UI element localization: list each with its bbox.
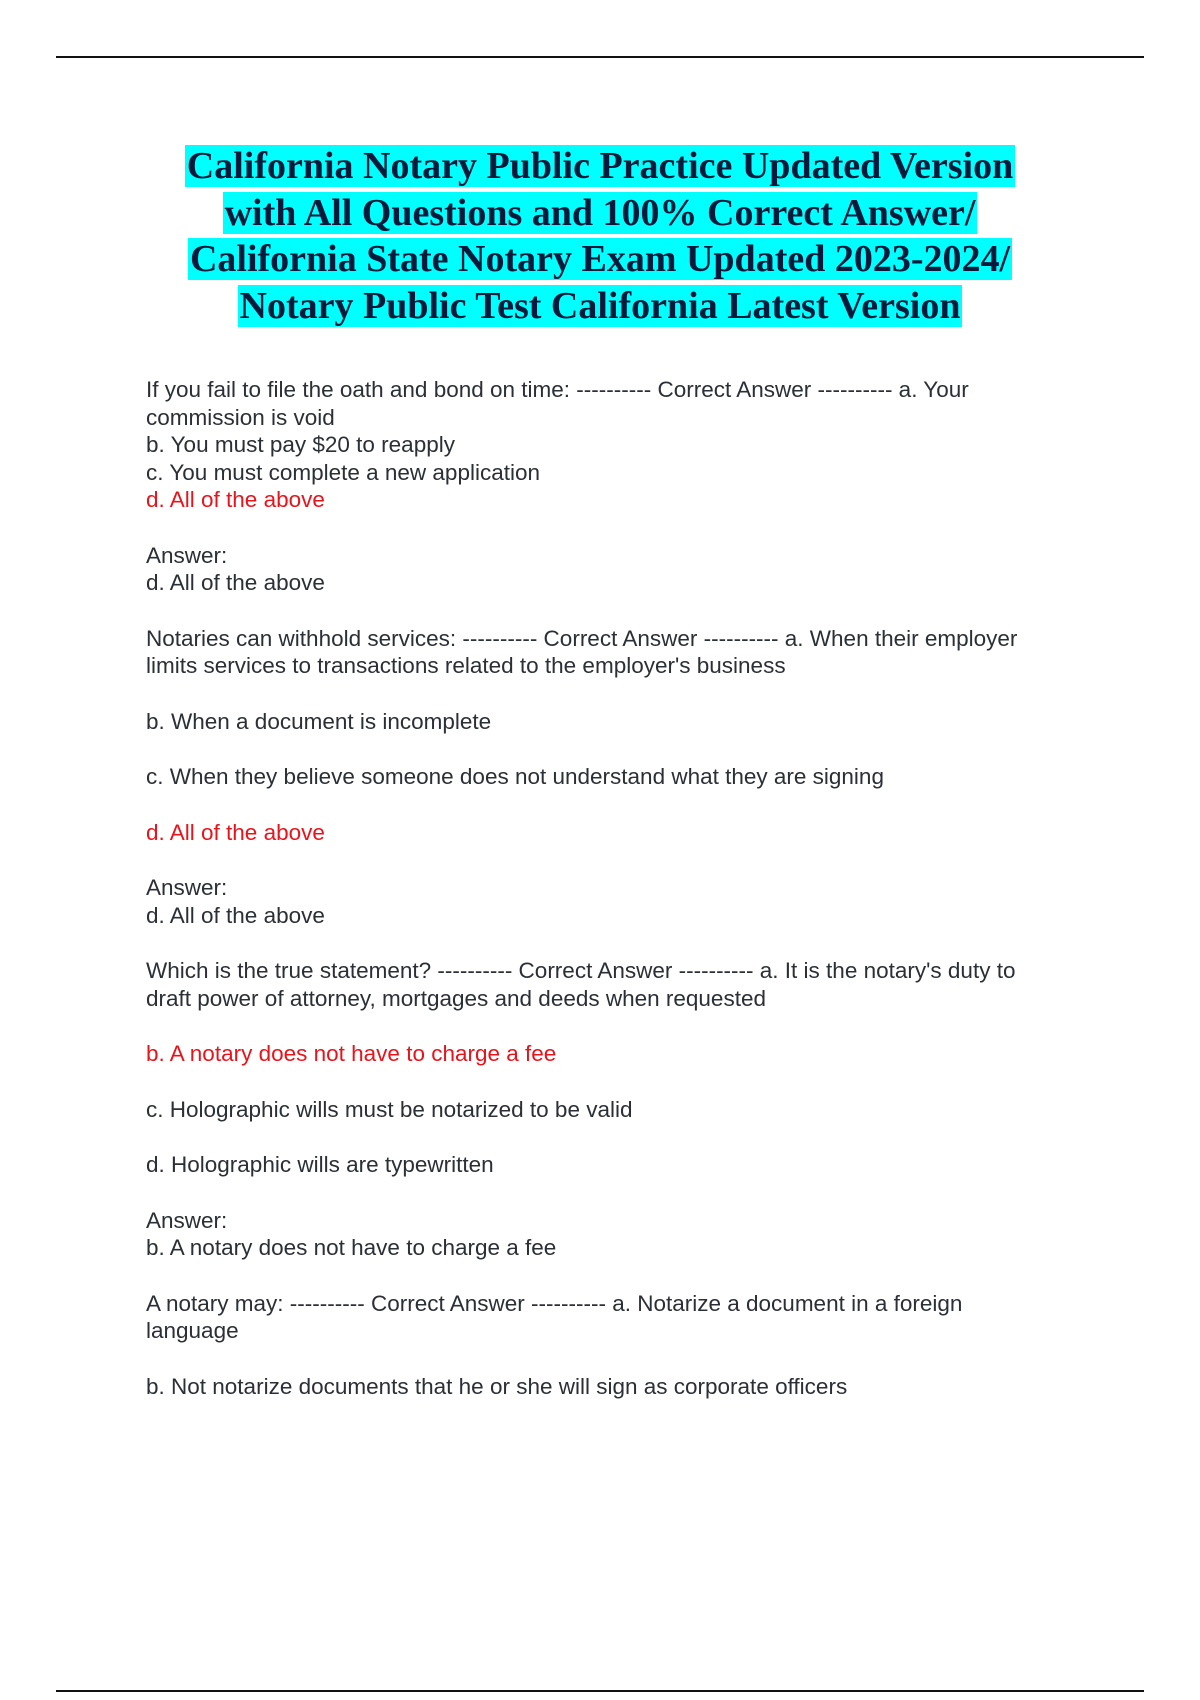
question-stem: limits services to transactions related to the employer's business — [146, 653, 786, 678]
option-c: c. Holographic wills must be notarized to be valid — [146, 1096, 633, 1122]
answer-label: Answer: — [146, 542, 228, 568]
question-block — [146, 625, 1096, 930]
title-line: California Notary Public Practice Updated Version — [186, 145, 1014, 187]
answer-text: b. A notary does not have to charge a fee — [146, 1235, 557, 1260]
correct-option: b. A notary does not have to charge a fee — [146, 1041, 557, 1066]
question-list — [146, 376, 1096, 1400]
bottom-rule — [56, 1690, 1144, 1692]
option-b: b. Not notarize documents that he or she will sign as corporate officers — [146, 1373, 848, 1399]
title-line: Notary Public Test California Latest Version — [239, 284, 961, 327]
answer-label: Answer: — [146, 1207, 228, 1233]
answer-label: Answer: — [146, 875, 228, 900]
option-b: b. You must pay $20 to reapply — [146, 432, 455, 457]
question-stem: Which is the true statement? ---------- Correct Answer ---------- a. It is the notary's duty to — [146, 958, 1016, 983]
question-stem: Notaries can withhold services: ---------- Correct Answer ---------- a. When their employer — [146, 625, 1018, 651]
title-line: with All Questions and 100% Correct Answer/ — [224, 191, 976, 234]
answer-text: d. All of the above — [146, 902, 325, 928]
question-block — [146, 376, 1096, 597]
correct-option: d. All of the above — [146, 487, 325, 512]
option-c: c. When they believe someone does not understand what they are signing — [146, 764, 884, 789]
question-stem: language — [146, 1318, 239, 1343]
question-stem: commission is void — [146, 404, 335, 430]
option-b: b. When a document is incomplete — [146, 708, 492, 734]
document-title — [100, 143, 1100, 329]
question-block — [146, 1290, 1096, 1401]
option-d: d. Holographic wills are typewritten — [146, 1152, 494, 1177]
top-rule — [56, 56, 1144, 58]
correct-option: d. All of the above — [146, 819, 325, 845]
question-block — [146, 957, 1096, 1262]
question-stem: If you fail to file the oath and bond on time: ---------- Correct Answer ---------- a. Your — [146, 377, 969, 402]
answer-text: d. All of the above — [146, 570, 325, 595]
question-stem: A notary may: ---------- Correct Answer ---------- a. Notarize a document in a foreign — [146, 1290, 963, 1316]
title-line: California State Notary Exam Updated 2023-2024/ — [189, 238, 1011, 280]
option-c: c. You must complete a new application — [146, 459, 540, 485]
question-stem: draft power of attorney, mortgages and deeds when requested — [146, 985, 766, 1011]
